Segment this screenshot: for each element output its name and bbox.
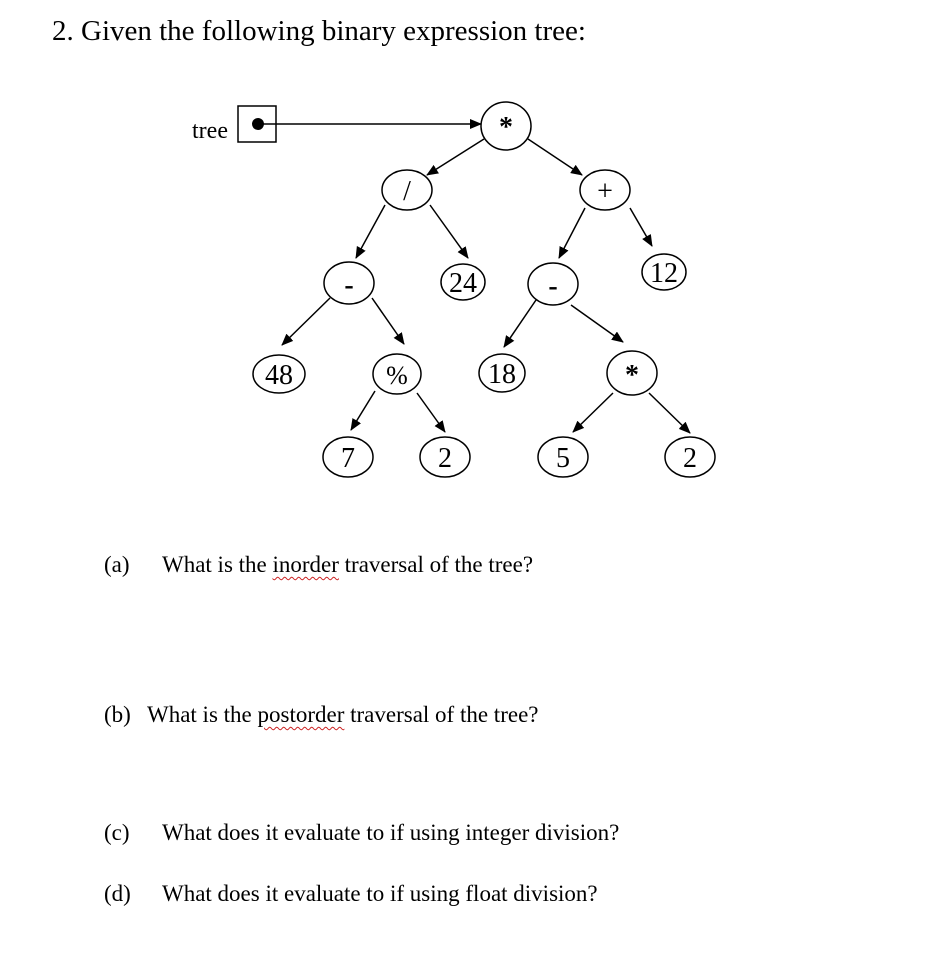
node-modulo [373, 354, 421, 394]
node-plus-label: + [597, 176, 613, 207]
node-minus-left-label: - [344, 270, 354, 301]
node-18-label: 18 [488, 359, 516, 390]
node-12 [642, 254, 686, 290]
edge-multiply-to-5 [573, 393, 613, 432]
part-c-text: What does it evaluate to if using integer division? [162, 820, 620, 845]
node-divide [382, 170, 432, 210]
part-c-label: (c) [104, 820, 130, 845]
node-root-multiply-label: * [499, 112, 513, 143]
node-plus [580, 170, 630, 210]
node-minus-right [528, 263, 578, 305]
node-7 [323, 437, 373, 477]
node-48 [253, 355, 305, 393]
node-minus-right-label: - [548, 271, 558, 302]
part-a [104, 551, 533, 579]
edge-root-to-divide [427, 139, 484, 175]
edge-multiply-to-2-right [649, 393, 690, 433]
node-2-right-label: 2 [683, 443, 697, 474]
edge-plus-to-minus-right [559, 208, 585, 258]
tree-pointer-label: tree [192, 118, 228, 144]
edge-root-to-plus [528, 139, 582, 175]
node-24-label: 24 [449, 268, 477, 299]
edge-minus-left-to-48 [282, 298, 330, 345]
part-d [104, 880, 598, 908]
part-a-text-post: traversal of the tree? [338, 552, 534, 577]
node-multiply-inner [607, 351, 657, 395]
node-modulo-label: % [386, 361, 408, 390]
part-b-text-pre: What is the [147, 702, 258, 727]
part-b-text-post: traversal of the tree? [344, 702, 539, 727]
node-multiply-inner-label: * [625, 360, 639, 391]
node-18 [479, 354, 525, 392]
tree-nodes [253, 102, 715, 477]
node-minus-left [324, 262, 374, 304]
node-2-right [665, 437, 715, 477]
part-a-text-pre: What is the [162, 552, 273, 577]
edge-minus-right-to-18 [504, 300, 536, 347]
part-b [104, 701, 538, 729]
node-2-left-label: 2 [438, 443, 452, 474]
tree-pointer-dot [252, 118, 264, 130]
edge-modulo-to-2-left [417, 393, 445, 432]
edge-divide-to-minus-left [356, 205, 385, 258]
node-12-label: 12 [650, 258, 678, 289]
question-number: 2. [52, 15, 74, 47]
node-2-left [420, 437, 470, 477]
node-5-label: 5 [556, 443, 570, 474]
question-title: Given the following binary expression tree: [81, 15, 586, 47]
edge-minus-left-to-modulo [372, 298, 404, 344]
edge-plus-to-12 [630, 208, 652, 246]
part-c [104, 819, 619, 847]
node-5 [538, 437, 588, 477]
part-a-underlined-word: inorder [272, 552, 339, 577]
node-7-label: 7 [341, 443, 355, 474]
part-b-underlined-word: postorder [257, 702, 345, 727]
node-divide-label: / [403, 176, 411, 207]
part-d-text: What does it evaluate to if using float division? [162, 881, 598, 906]
node-root-multiply [481, 102, 531, 150]
part-a-label: (a) [104, 552, 130, 577]
part-b-label: (b) [104, 702, 131, 727]
edge-minus-right-to-multiply [571, 305, 623, 342]
edge-modulo-to-7 [351, 391, 375, 430]
node-48-label: 48 [265, 360, 293, 391]
part-d-label: (d) [104, 881, 131, 906]
node-24 [441, 264, 485, 300]
edge-divide-to-24 [430, 205, 468, 258]
